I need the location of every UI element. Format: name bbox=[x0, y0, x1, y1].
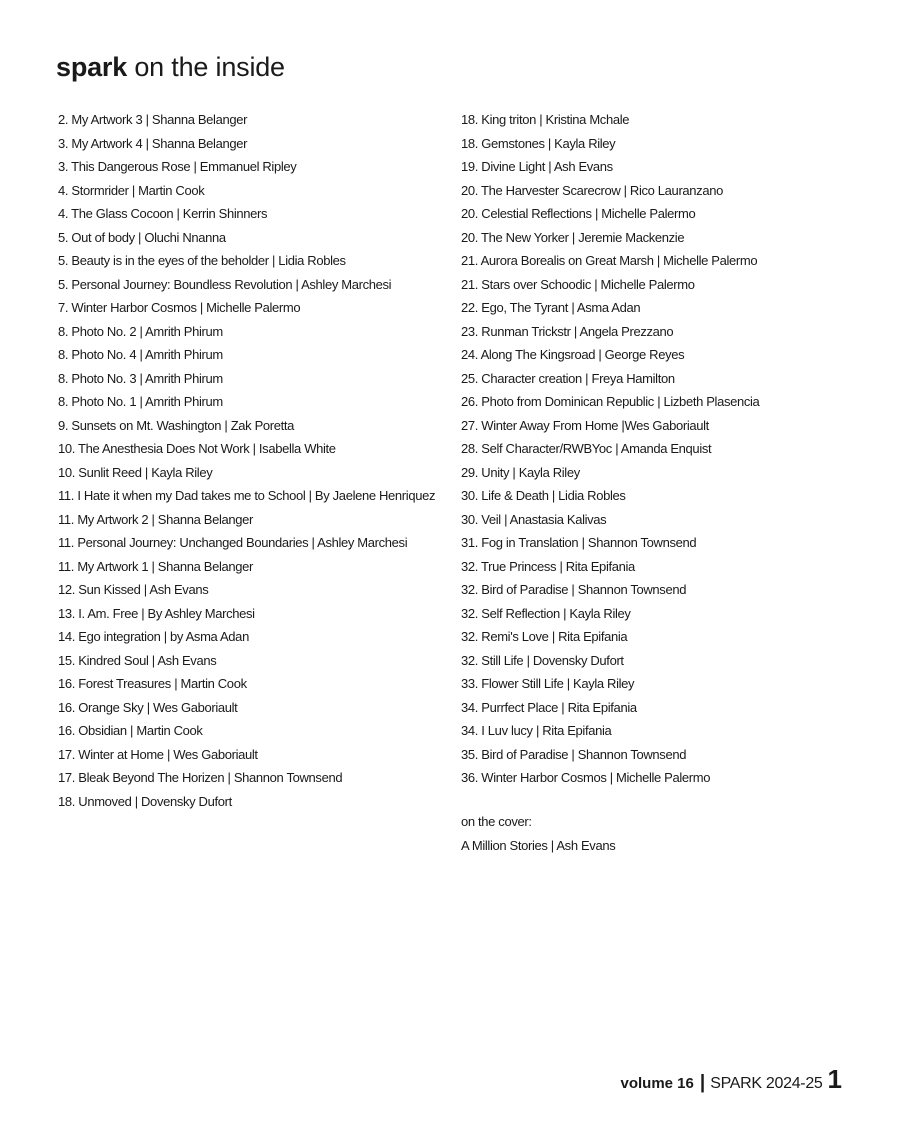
toc-entry: 20. The New Yorker | Jeremie Mackenzie bbox=[461, 229, 685, 245]
toc-entry: 8. Photo No. 3 | Amrith Phirum bbox=[58, 370, 223, 386]
toc-entry: 21. Stars over Schoodic | Michelle Palermo bbox=[461, 276, 695, 292]
toc-entry: 8. Photo No. 1 | Amrith Phirum bbox=[58, 394, 223, 409]
toc-entry: 20. Celestial Reflections | Michelle Palermo bbox=[461, 206, 696, 221]
toc-entry: 16. Orange Sky | Wes Gaboriault bbox=[58, 699, 238, 715]
toc-entry: 8. Photo No. 2 | Amrith Phirum bbox=[58, 323, 223, 339]
toc-entry: 11. My Artwork 1 | Shanna Belanger bbox=[58, 558, 254, 574]
toc-entry: 18. King triton | Kristina Mchale bbox=[461, 112, 630, 127]
toc-entry: 34. I Luv lucy | Rita Epifania bbox=[461, 723, 612, 738]
toc-entry: 19. Divine Light | Ash Evans bbox=[461, 159, 613, 174]
toc-entry: 15. Kindred Soul | Ash Evans bbox=[58, 652, 217, 668]
cover-credit bbox=[461, 810, 615, 857]
toc-entry: 30. Life & Death | Lidia Robles bbox=[461, 488, 626, 503]
toc-entry: 35. Bird of Paradise | Shannon Townsend bbox=[461, 746, 687, 762]
footer-magazine-title: SPARK 2024-25 bbox=[710, 1075, 823, 1092]
page-title-rest: on the inside bbox=[127, 52, 285, 82]
footer-volume: volume 16 bbox=[620, 1075, 694, 1092]
toc-entry: 24. Along The Kingsroad | George Reyes bbox=[461, 347, 685, 362]
toc-left-column bbox=[58, 108, 453, 813]
toc-entry: 11. I Hate it when my Dad takes me to School | By Jaelene Henriquez bbox=[58, 488, 436, 503]
toc-entry: 29. Unity | Kayla Riley bbox=[461, 464, 580, 480]
toc-entry: 11. My Artwork 2 | Shanna Belanger bbox=[58, 511, 254, 527]
toc-entry: 3. My Artwork 4 | Shanna Belanger bbox=[58, 135, 248, 151]
toc-entry: 4. The Glass Cocoon | Kerrin Shinners bbox=[58, 206, 268, 221]
toc-entry: 26. Photo from Dominican Republic | Lizbeth Plasencia bbox=[461, 394, 760, 409]
brand-name: spark bbox=[56, 52, 128, 82]
toc-entry: 32. Self Reflection | Kayla Riley bbox=[461, 605, 631, 621]
page-footer bbox=[621, 1064, 843, 1095]
toc-entry: 2. My Artwork 3 | Shanna Belanger bbox=[58, 112, 248, 127]
toc-entry: 10. The Anesthesia Does Not Work | Isabella White bbox=[58, 441, 336, 456]
footer-separator: | bbox=[699, 1072, 706, 1093]
toc-entry: 4. Stormrider | Martin Cook bbox=[58, 182, 205, 198]
toc-entry: 16. Forest Treasures | Martin Cook bbox=[58, 676, 247, 691]
toc-entry: 36. Winter Harbor Cosmos | Michelle Palermo bbox=[461, 770, 711, 785]
toc-entry: 17. Winter at Home | Wes Gaboriault bbox=[58, 746, 258, 762]
cover-entry: A Million Stories | Ash Evans bbox=[461, 837, 616, 853]
page-title bbox=[56, 50, 285, 84]
toc-entry: 33. Flower Still Life | Kayla Riley bbox=[461, 676, 635, 691]
toc-entry: 32. True Princess | Rita Epifania bbox=[461, 558, 635, 574]
toc-entry: 34. Purrfect Place | Rita Epifania bbox=[461, 699, 637, 715]
toc-entry: 28. Self Character/RWBYoc | Amanda Enquist bbox=[461, 441, 712, 456]
toc-entry: 3. This Dangerous Rose | Emmanuel Ripley bbox=[58, 159, 297, 174]
toc-entry: 18. Gemstones | Kayla Riley bbox=[461, 135, 616, 151]
toc-entry: 14. Ego integration | by Asma Adan bbox=[58, 629, 249, 644]
toc-entry: 32. Bird of Paradise | Shannon Townsend bbox=[461, 582, 687, 597]
toc-entry: 11. Personal Journey: Unchanged Boundaries | Ashley Marchesi bbox=[58, 535, 408, 550]
page-number: 1 bbox=[827, 1064, 842, 1094]
toc-entry: 21. Aurora Borealis on Great Marsh | Michelle Palermo bbox=[461, 253, 758, 268]
toc-entry: 8. Photo No. 4 | Amrith Phirum bbox=[58, 347, 223, 362]
toc-entry: 30. Veil | Anastasia Kalivas bbox=[461, 511, 607, 527]
toc-entry: 5. Out of body | Oluchi Nnanna bbox=[58, 229, 226, 245]
cover-label: on the cover: bbox=[461, 814, 532, 829]
toc-entry: 10. Sunlit Reed | Kayla Riley bbox=[58, 464, 213, 480]
toc-entry: 32. Still Life | Dovensky Dufort bbox=[461, 652, 624, 668]
toc-entry: 5. Beauty is in the eyes of the beholder | Lidia Robles bbox=[58, 253, 346, 268]
toc-entry: 13. I. Am. Free | By Ashley Marchesi bbox=[58, 605, 255, 621]
toc-entry: 12. Sun Kissed | Ash Evans bbox=[58, 582, 209, 597]
toc-entry: 7. Winter Harbor Cosmos | Michelle Palermo bbox=[58, 300, 301, 315]
toc-entry: 32. Remi's Love | Rita Epifania bbox=[461, 629, 628, 644]
toc-entry: 16. Obsidian | Martin Cook bbox=[58, 723, 203, 738]
toc-entry: 23. Runman Trickstr | Angela Prezzano bbox=[461, 323, 674, 339]
toc-entry: 22. Ego, The Tyrant | Asma Adan bbox=[461, 300, 641, 315]
toc-entry: 25. Character creation | Freya Hamilton bbox=[461, 370, 675, 386]
toc-entry: 5. Personal Journey: Boundless Revolution | Ashley Marchesi bbox=[58, 276, 392, 292]
toc-entry: 18. Unmoved | Dovensky Dufort bbox=[58, 793, 232, 809]
toc-entry: 9. Sunsets on Mt. Washington | Zak Poretta bbox=[58, 417, 295, 433]
toc-entry: 27. Winter Away From Home |Wes Gaboriault bbox=[461, 417, 709, 433]
toc-right-column bbox=[461, 108, 881, 790]
toc-entry: 20. The Harvester Scarecrow | Rico Lauranzano bbox=[461, 182, 723, 198]
toc-entry: 31. Fog in Translation | Shannon Townsend bbox=[461, 535, 697, 550]
toc-entry: 17. Bleak Beyond The Horizen | Shannon Townsend bbox=[58, 770, 343, 785]
